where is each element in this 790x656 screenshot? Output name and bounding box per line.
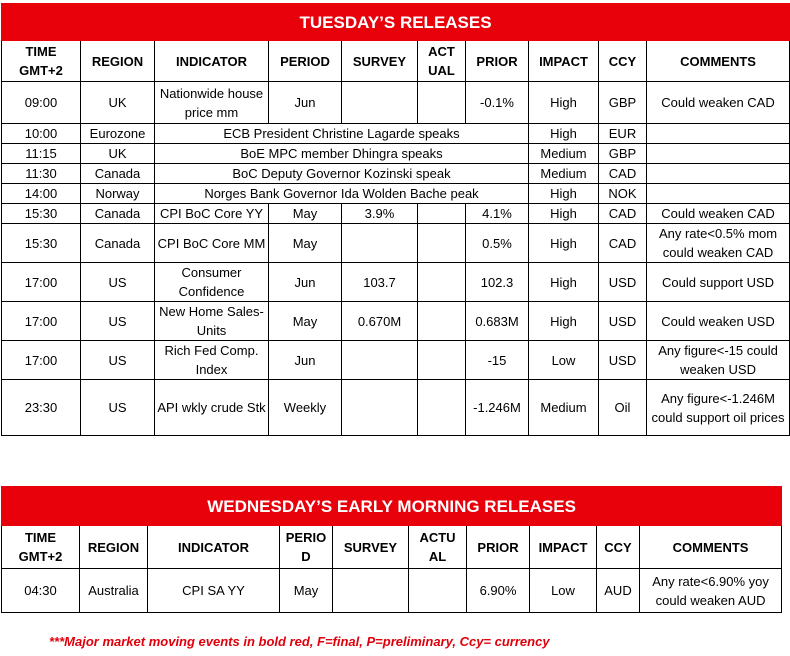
cell-indicator: CPI BoC Core MM [155, 224, 269, 263]
cell-time: 17:00 [2, 341, 81, 380]
cell-survey [342, 82, 418, 124]
cell-comments: Could weaken CAD [647, 82, 790, 124]
column-header-prior: PRIOR [467, 526, 530, 569]
cell-period: May [269, 204, 342, 224]
cell-indicator: CPI SA YY [148, 569, 280, 613]
cell-comments [647, 124, 790, 144]
column-header-time: TIME GMT+2 [2, 526, 80, 569]
cell-comments: Any figure<-1.246M could support oil prices [647, 380, 790, 436]
cell-period: May [269, 302, 342, 341]
cell-indicator: Nationwide house price mm [155, 82, 269, 124]
cell-period: May [269, 224, 342, 263]
cell-indicator: New Home Sales-Units [155, 302, 269, 341]
cell-indicator: Rich Fed Comp. Index [155, 341, 269, 380]
cell-survey: 0.670M [342, 302, 418, 341]
cell-ccy: CAD [599, 164, 647, 184]
table-row [2, 263, 790, 302]
cell-prior: 0.5% [466, 224, 529, 263]
cell-period: Jun [269, 341, 342, 380]
cell-prior: -15 [466, 341, 529, 380]
cell-ccy: CAD [599, 224, 647, 263]
cell-region: Australia [80, 569, 148, 613]
cell-time: 17:00 [2, 302, 81, 341]
cell-comments: Any rate<0.5% mom could weaken CAD [647, 224, 790, 263]
cell-period: Jun [269, 263, 342, 302]
cell-ccy: CAD [599, 204, 647, 224]
cell-event: BoC Deputy Governor Kozinski speak [155, 164, 529, 184]
table-row [2, 380, 790, 436]
cell-comments: Could weaken USD [647, 302, 790, 341]
table-row [2, 204, 790, 224]
column-header-time: TIME GMT+2 [2, 41, 81, 82]
cell-comments [647, 164, 790, 184]
cell-prior: 0.683M [466, 302, 529, 341]
tuesday-releases-table [1, 3, 790, 436]
cell-region: US [81, 263, 155, 302]
footnote: ***Major market moving events in bold red, F=final, P=preliminary, Ccy= currency [49, 634, 550, 649]
cell-time: 09:00 [2, 82, 81, 124]
table-row [2, 569, 782, 613]
cell-comments: Any rate<6.90% yoy could weaken AUD [640, 569, 782, 613]
cell-ccy: USD [599, 263, 647, 302]
cell-prior: 6.90% [467, 569, 530, 613]
cell-impact: High [529, 124, 599, 144]
cell-prior: 4.1% [466, 204, 529, 224]
cell-ccy: USD [599, 302, 647, 341]
cell-impact: Low [529, 341, 599, 380]
cell-region: Canada [81, 204, 155, 224]
cell-ccy: NOK [599, 184, 647, 204]
cell-impact: Medium [529, 380, 599, 436]
cell-period: Jun [269, 82, 342, 124]
cell-survey [342, 380, 418, 436]
cell-prior: 102.3 [466, 263, 529, 302]
cell-ccy: GBP [599, 144, 647, 164]
table-row [2, 164, 790, 184]
cell-survey [342, 224, 418, 263]
cell-impact: High [529, 224, 599, 263]
cell-impact: Low [530, 569, 597, 613]
column-header-period: PERIOD [269, 41, 342, 82]
cell-ccy: Oil [599, 380, 647, 436]
column-header-comments: COMMENTS [647, 41, 790, 82]
column-header-actual: ACT UAL [418, 41, 466, 82]
cell-time: 10:00 [2, 124, 81, 144]
cell-event: ECB President Christine Lagarde speaks [155, 124, 529, 144]
cell-time: 11:30 [2, 164, 81, 184]
cell-indicator: CPI BoC Core YY [155, 204, 269, 224]
column-header-indicator: INDICATOR [148, 526, 280, 569]
cell-ccy: EUR [599, 124, 647, 144]
cell-survey: 103.7 [342, 263, 418, 302]
cell-event: Norges Bank Governor Ida Wolden Bache peak [155, 184, 529, 204]
cell-comments [647, 184, 790, 204]
column-header-comments: COMMENTS [640, 526, 782, 569]
cell-comments: Could weaken CAD [647, 204, 790, 224]
cell-actual [418, 302, 466, 341]
cell-impact: High [529, 302, 599, 341]
wednesday-header-row [2, 526, 782, 569]
cell-prior: -1.246M [466, 380, 529, 436]
table-row [2, 82, 790, 124]
cell-actual [418, 380, 466, 436]
cell-ccy: AUD [597, 569, 640, 613]
cell-impact: Medium [529, 144, 599, 164]
column-header-impact: IMPACT [530, 526, 597, 569]
cell-region: US [81, 380, 155, 436]
cell-region: Norway [81, 184, 155, 204]
wednesday-title: WEDNESDAY’S EARLY MORNING RELEASES [2, 487, 782, 526]
cell-actual [418, 341, 466, 380]
cell-region: US [81, 302, 155, 341]
cell-ccy: GBP [599, 82, 647, 124]
cell-time: 11:15 [2, 144, 81, 164]
table-row [2, 124, 790, 144]
cell-comments: Any figure<-15 could weaken USD [647, 341, 790, 380]
cell-impact: Medium [529, 164, 599, 184]
column-header-survey: SURVEY [333, 526, 409, 569]
cell-ccy: USD [599, 341, 647, 380]
column-header-survey: SURVEY [342, 41, 418, 82]
cell-indicator: Consumer Confidence [155, 263, 269, 302]
cell-time: 04:30 [2, 569, 80, 613]
cell-survey [333, 569, 409, 613]
column-header-ccy: CCY [599, 41, 647, 82]
cell-impact: High [529, 204, 599, 224]
cell-actual [418, 204, 466, 224]
cell-actual [418, 224, 466, 263]
cell-comments: Could support USD [647, 263, 790, 302]
cell-actual [418, 82, 466, 124]
table-row [2, 302, 790, 341]
cell-region: US [81, 341, 155, 380]
table-row [2, 144, 790, 164]
cell-actual [418, 263, 466, 302]
cell-region: UK [81, 82, 155, 124]
cell-time: 14:00 [2, 184, 81, 204]
cell-time: 17:00 [2, 263, 81, 302]
cell-indicator: API wkly crude Stk [155, 380, 269, 436]
cell-region: Canada [81, 224, 155, 263]
cell-impact: High [529, 263, 599, 302]
column-header-period: PERIO D [280, 526, 333, 569]
column-header-region: REGION [80, 526, 148, 569]
cell-time: 23:30 [2, 380, 81, 436]
cell-impact: High [529, 82, 599, 124]
cell-impact: High [529, 184, 599, 204]
table-row [2, 184, 790, 204]
column-header-indicator: INDICATOR [155, 41, 269, 82]
wednesday-releases-table [1, 486, 782, 613]
column-header-region: REGION [81, 41, 155, 82]
tuesday-header-row [2, 41, 790, 82]
tuesday-title: TUESDAY’S RELEASES [2, 4, 790, 41]
column-header-actual: ACTU AL [409, 526, 467, 569]
column-header-impact: IMPACT [529, 41, 599, 82]
cell-region: Eurozone [81, 124, 155, 144]
table-row [2, 341, 790, 380]
cell-region: Canada [81, 164, 155, 184]
cell-period: May [280, 569, 333, 613]
cell-event: BoE MPC member Dhingra speaks [155, 144, 529, 164]
column-header-prior: PRIOR [466, 41, 529, 82]
cell-survey [342, 341, 418, 380]
cell-period: Weekly [269, 380, 342, 436]
table-row [2, 224, 790, 263]
cell-survey: 3.9% [342, 204, 418, 224]
cell-time: 15:30 [2, 204, 81, 224]
cell-actual [409, 569, 467, 613]
cell-prior: -0.1% [466, 82, 529, 124]
column-header-ccy: CCY [597, 526, 640, 569]
cell-comments [647, 144, 790, 164]
cell-region: UK [81, 144, 155, 164]
cell-time: 15:30 [2, 224, 81, 263]
